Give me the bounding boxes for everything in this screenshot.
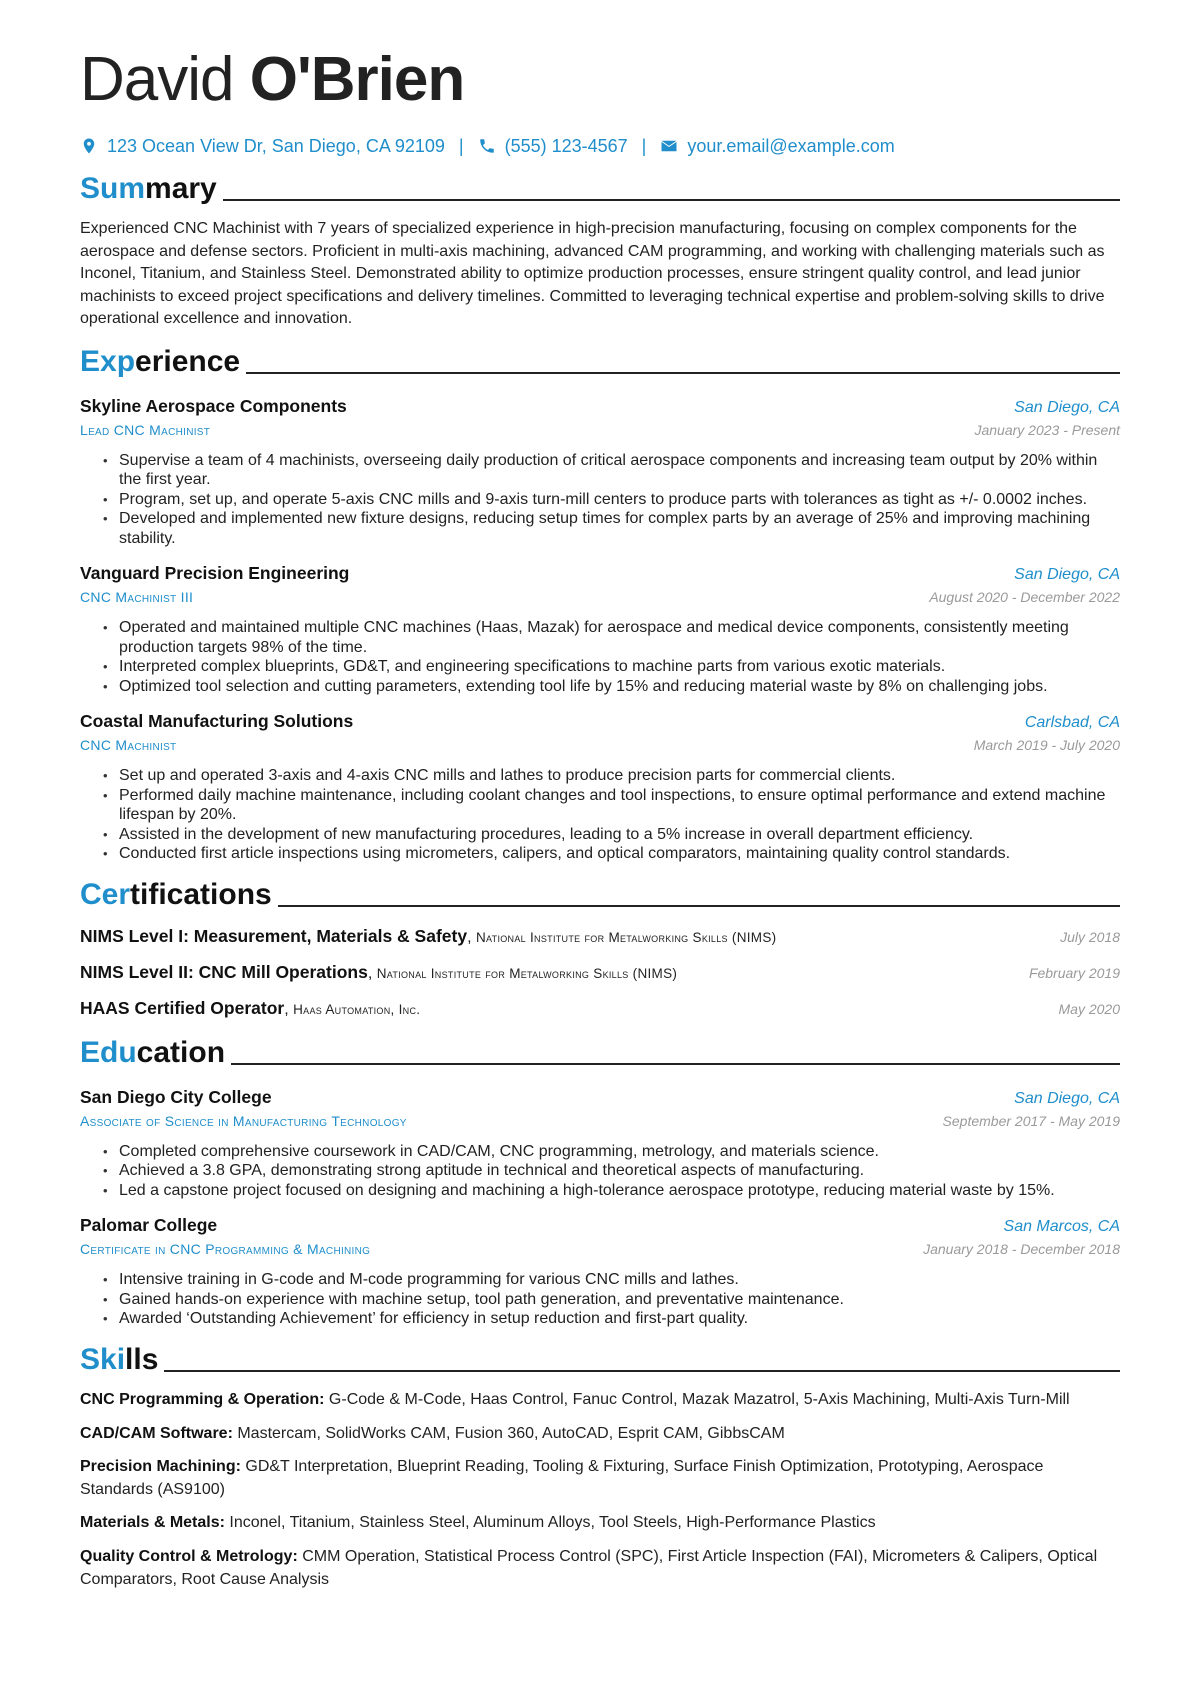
bullet-item: • Interpreted complex blueprints, GD&T, and engineering specifications to machine parts from various exotic materials.: [103, 657, 1120, 677]
skill-row: [80, 1456, 1120, 1501]
certification-name: NIMS Level I: Measurement, Materials & Safety: [80, 925, 468, 946]
skill-value: Inconel, Titanium, Stainless Steel, Aluminum Alloys, Tool Steels, High-Performance Plastics: [229, 1514, 876, 1532]
map-marker-icon: [80, 137, 98, 155]
section-rule: [278, 905, 1120, 907]
skills-list: [80, 1389, 1120, 1591]
heading-rest: erience: [135, 344, 241, 378]
employer: Coastal Manufacturing Solutions: [80, 711, 354, 732]
education-entry: [80, 1086, 1120, 1201]
last-name: O'Brien: [249, 45, 465, 114]
degree: Associate of Science in Manufacturing Technology: [80, 1112, 407, 1129]
employer: Skyline Aerospace Components: [80, 395, 347, 416]
first-name: David: [80, 45, 234, 114]
summary-text: Experienced CNC Machinist with 7 years of specialized experience in high-precision manufacturing, focusing on complex components for the aerospace and defense sectors. Proficient in multi-axis machining, advanced CAM programming, and working with challenging materials such as Inconel, Titanium, and Stainless Steel. Demonstrated ability to optimize production processes, ensure stringent quality control, and lead junior machinists to exceed project specifications and delivery timelines. Committed to leveraging technical expertise and problem-solving skills to drive operational excellence and innovation.: [80, 220, 1105, 328]
section-rule: [246, 372, 1120, 374]
dates: August 2020 - December 2022: [929, 589, 1120, 606]
bullet-item: • Assisted in the development of new manufacturing procedures, leading to a 5% increase in overall department efficiency.: [103, 825, 1120, 845]
location: San Diego, CA: [1014, 566, 1120, 584]
heading-accent: Exp: [80, 344, 136, 378]
certification-name: NIMS Level II: CNC Mill Operations: [80, 961, 368, 982]
contact-email[interactable]: [660, 136, 894, 157]
contact-separator: |: [641, 135, 647, 156]
heading-rest: lls: [125, 1342, 159, 1376]
experience-entry: [80, 562, 1120, 696]
school: Palomar College: [80, 1215, 218, 1236]
bullet-list: [103, 1270, 1120, 1329]
skill-row: [80, 1423, 1120, 1446]
heading-accent: Sum: [80, 172, 146, 205]
bullet-item: • Achieved a 3.8 GPA, demonstrating strong aptitude in technical and theoretical aspects of manufacturing.: [103, 1161, 1120, 1181]
bullet-item: • Operated and maintained multiple CNC machines (Haas, Mazak) for aerospace and medical device components, consistently meeting production targets 98% of the time.: [103, 618, 1120, 657]
section-experience-heading: [80, 345, 1120, 379]
bullet-item: • Intensive training in G-code and M-code programming for various CNC mills and lathes.: [103, 1270, 1120, 1290]
section-rule: [231, 1063, 1120, 1065]
bullet-item: • Led a capstone project focused on designing and machining a high-tolerance aerospace prototype, reducing material waste by 15%.: [103, 1181, 1120, 1201]
heading-accent: Cer: [80, 877, 131, 911]
bullet-list: [103, 618, 1120, 696]
contact-separator: |: [458, 135, 464, 156]
job-title: Lead CNC Machinist: [80, 421, 211, 438]
section-education-heading: [80, 1036, 1120, 1070]
skill-value: GD&T Interpretation, Blueprint Reading, Tooling & Fixturing, Surface Finish Optimization, Prototyping, Aerospace Standards (AS9100): [80, 1458, 1044, 1498]
certification-issuer: Haas Automation, Inc.: [293, 1001, 421, 1017]
location: San Marcos, CA: [1003, 1218, 1120, 1236]
dates: March 2019 - July 2020: [973, 737, 1120, 754]
bullet-item: • Supervise a team of 4 machinists, overseeing daily production of critical aerospace components and increasing team output by 20% within the first year.: [103, 451, 1120, 490]
heading-rest: cation: [136, 1035, 226, 1069]
contact-address: [80, 136, 445, 157]
skill-value: Mastercam, SolidWorks CAM, Fusion 360, AutoCAD, Esprit CAM, GibbsCAM: [237, 1424, 785, 1442]
email-text: your.email@example.com: [687, 135, 895, 156]
skill-label: Materials & Metals:: [80, 1514, 225, 1532]
phone-icon: [478, 137, 496, 155]
certification-item: NIMS Level I: Measurement, Materials & Safety, National Institute for Metalworking Skills (NIMS) July 2018: [80, 925, 1120, 946]
location: San Diego, CA: [1014, 1089, 1120, 1107]
resume-page: [80, 40, 1120, 1602]
education-entry: [80, 1214, 1120, 1329]
job-title: CNC Machinist: [80, 737, 177, 754]
section-rule: [164, 1370, 1120, 1372]
certification-item: NIMS Level II: CNC Mill Operations, National Institute for Metalworking Skills (NIMS) February 2019: [80, 961, 1120, 982]
degree: Certificate in CNC Programming & Machining: [80, 1241, 371, 1258]
skill-row: [80, 1512, 1120, 1535]
skill-label: CAD/CAM Software:: [80, 1424, 233, 1442]
bullet-item: • Program, set up, and operate 5-axis CNC mills and 9-axis turn-mill centers to produce parts with tolerances as tight as +/- 0.0002 inches.: [103, 490, 1120, 510]
bullet-item: • Awarded ‘Outstanding Achievement’ for efficiency in setup reduction and first-part quality.: [103, 1309, 1120, 1329]
job-title: CNC Machinist III: [80, 589, 194, 606]
bullet-item: • Completed comprehensive coursework in CAD/CAM, CNC programming, metrology, and materials science.: [103, 1142, 1120, 1162]
certification-date: July 2018: [1060, 928, 1120, 945]
certification-issuer: National Institute for Metalworking Skills (NIMS): [475, 929, 777, 945]
bullet-list: [103, 766, 1120, 864]
skill-label: Precision Machining:: [80, 1458, 241, 1476]
location: Carlsbad, CA: [1024, 714, 1120, 732]
section-certifications-heading: [80, 878, 1120, 912]
heading-accent: Ski: [80, 1342, 126, 1376]
skill-value: CMM Operation, Statistical Process Control (SPC), First Article Inspection (FAI), Micrometers & Calipers, Optical Comparators, Root Cause Analysis: [80, 1547, 1098, 1588]
contact-phone[interactable]: [478, 136, 628, 157]
bullet-item: • Performed daily machine maintenance, including coolant changes and tool inspections, to ensure optimal performance and extend machine lifespan by 20%.: [103, 786, 1120, 825]
heading-accent: Edu: [80, 1035, 137, 1069]
contact-line: [80, 134, 1120, 158]
location: San Diego, CA: [1014, 398, 1120, 416]
experience-entry: [80, 710, 1120, 864]
bullet-item: • Developed and implemented new fixture designs, reducing setup times for complex parts by an average of 25% and improving machining stability.: [103, 509, 1120, 548]
bullet-item: • Gained hands-on experience with machine setup, tool path generation, and preventative maintenance.: [103, 1290, 1120, 1310]
resume-name: [80, 40, 1120, 120]
bullet-item: • Set up and operated 3-axis and 4-axis CNC mills and lathes to produce precision parts for commercial clients.: [103, 766, 1120, 786]
heading-rest: tifications: [130, 877, 272, 911]
skill-label: Quality Control & Metrology:: [80, 1547, 298, 1565]
dates: January 2018 - December 2018: [923, 1241, 1120, 1258]
phone-text: (555) 123-4567: [504, 135, 628, 156]
dates: September 2017 - May 2019: [942, 1112, 1120, 1129]
certification-date: May 2020: [1058, 1000, 1120, 1017]
bullet-item: • Conducted first article inspections using micrometers, calipers, and optical comparators, maintaining quality control standards.: [103, 844, 1120, 864]
heading-rest: mary: [145, 172, 217, 205]
skill-value: G-Code & M-Code, Haas Control, Fanuc Control, Mazak Mazatrol, 5-Axis Machining, Multi-Axis Turn-Mill: [328, 1390, 1070, 1408]
bullet-item: • Optimized tool selection and cutting parameters, extending tool life by 15% and reducing material waste by 8% on challenging jobs.: [103, 677, 1120, 697]
envelope-icon: [660, 137, 678, 155]
employer: Vanguard Precision Engineering: [80, 563, 350, 584]
school: San Diego City College: [80, 1086, 272, 1107]
certification-issuer: National Institute for Metalworking Skills (NIMS): [376, 965, 678, 981]
skill-label: CNC Programming & Operation:: [80, 1390, 325, 1408]
section-rule: [223, 199, 1120, 201]
section-skills-heading: [80, 1343, 1120, 1377]
skill-row: [80, 1389, 1120, 1412]
certification-item: HAAS Certified Operator, Haas Automation, Inc. May 2020: [80, 997, 1120, 1018]
dates: January 2023 - Present: [974, 421, 1120, 438]
address-text: 123 Ocean View Dr, San Diego, CA 92109: [107, 135, 445, 156]
bullet-list: [103, 451, 1120, 549]
bullet-list: [103, 1142, 1120, 1201]
section-summary-heading: [80, 172, 1120, 206]
certification-name: HAAS Certified Operator: [80, 997, 285, 1018]
skill-row: [80, 1546, 1120, 1591]
certification-date: February 2019: [1028, 964, 1120, 981]
experience-entry: [80, 395, 1120, 549]
